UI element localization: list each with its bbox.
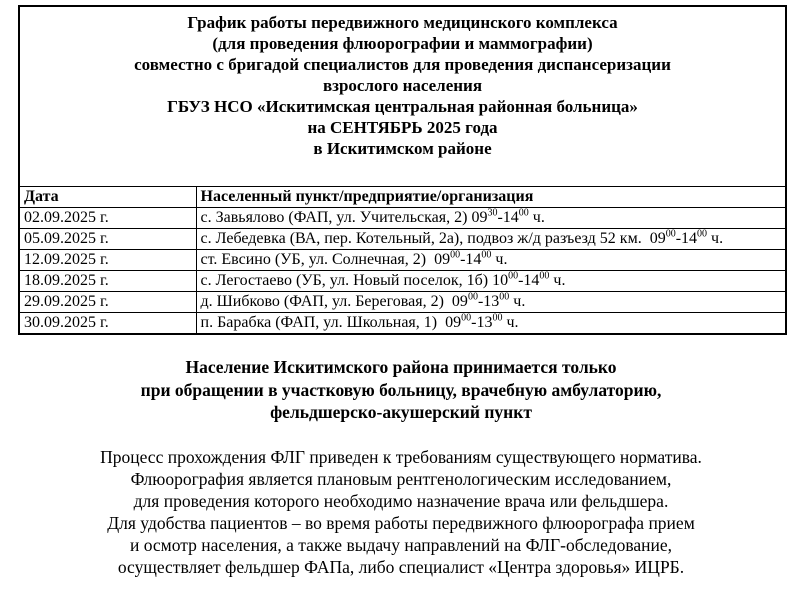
- notice-paragraph: [0, 356, 802, 424]
- date-cell: 30.09.2025 г.: [19, 313, 196, 335]
- time-superscript: 00: [508, 270, 519, 282]
- location-text: -14: [497, 209, 519, 226]
- location-cell: [196, 313, 786, 335]
- schedule-row: [19, 250, 786, 271]
- text-line: Население Искитимского района принимается только: [185, 357, 617, 377]
- location-text: ч.: [491, 251, 508, 268]
- location-cell: [196, 292, 786, 313]
- date-cell: 12.09.2025 г.: [19, 250, 196, 271]
- location-text: ч.: [502, 314, 519, 331]
- time-superscript: 30: [487, 207, 498, 219]
- location-cell: [196, 208, 786, 229]
- time-superscript: 00: [492, 312, 503, 324]
- location-text: с. Легостаево (УБ, ул. Новый поселок, 1б) 10: [200, 272, 509, 289]
- location-text: ч.: [509, 293, 526, 310]
- text-line: при обращении в участковую больницу, врачебную амбулаторию,: [140, 379, 662, 400]
- schedule-table: [18, 5, 787, 335]
- location-text: -14: [675, 230, 698, 247]
- text-line: и осмотр населения, а также выдачу направлений на ФЛГ-обследование,: [129, 535, 672, 555]
- location-text: ч.: [528, 209, 545, 226]
- text-line: Флюорография является плановым рентгенологическим исследованием,: [130, 469, 672, 489]
- schedule-row: [19, 313, 786, 335]
- text-line: в Искитимском районе: [313, 139, 492, 158]
- document-title: [19, 6, 786, 187]
- location-text: ч.: [707, 230, 724, 247]
- time-superscript: 00: [697, 228, 708, 240]
- title-row: [19, 6, 786, 187]
- date-cell: 05.09.2025 г.: [19, 229, 196, 250]
- location-cell: [196, 229, 786, 250]
- date-cell: 29.09.2025 г.: [19, 292, 196, 313]
- location-text: ст. Евсино (УБ, ул. Солнечная, 2) 09: [200, 251, 451, 268]
- header-cell-date: Дата: [19, 187, 196, 208]
- time-superscript: 00: [539, 270, 550, 282]
- time-superscript: 00: [481, 249, 492, 261]
- schedule-rows: [19, 208, 786, 335]
- schedule-row: [19, 229, 786, 250]
- location-text: -14: [460, 251, 482, 268]
- time-superscript: 00: [461, 312, 472, 324]
- time-superscript: 00: [665, 228, 676, 240]
- schedule-row: [19, 208, 786, 229]
- location-cell: [196, 250, 786, 271]
- text-line: фельдшерско-акушерский пункт: [270, 402, 532, 422]
- text-line: совместно с бригадой специалистов для проведения диспансеризации: [134, 55, 671, 74]
- date-cell: 02.09.2025 г.: [19, 208, 196, 229]
- info-paragraph: [0, 446, 802, 578]
- location-text: ч.: [549, 272, 566, 289]
- location-text: с. Лебедевка (ВА, пер. Котельный, 2а), подвоз ж/д разъезд 52 км. 09: [200, 230, 666, 247]
- text-line: (для проведения флюорографии и маммографии): [212, 34, 593, 53]
- text-line: осуществляет фельдшер ФАПа, либо специалист «Центра здоровья» ИЦРБ.: [117, 557, 685, 577]
- time-superscript: 00: [499, 291, 510, 303]
- text-line: для проведения которого необходимо назначение врача или фельдшера.: [133, 491, 669, 511]
- text-line: на СЕНТЯБРЬ 2025 года: [307, 118, 498, 137]
- schedule-row: [19, 292, 786, 313]
- text-line: взрослого населения: [322, 76, 483, 95]
- text-line: График работы передвижного медицинского комплекса: [187, 13, 618, 32]
- date-cell: 18.09.2025 г.: [19, 271, 196, 292]
- location-text: с. Завьялово (ФАП, ул. Учительская, 2) 09: [200, 209, 488, 226]
- text-line: ГБУЗ НСО «Искитимская центральная районная больница»: [167, 97, 638, 116]
- schedule-row: [19, 271, 786, 292]
- location-text: п. Барабка (ФАП, ул. Школьная, 1) 09: [200, 314, 462, 331]
- time-superscript: 00: [467, 291, 478, 303]
- location-text: -14: [518, 272, 540, 289]
- time-superscript: 00: [518, 207, 529, 219]
- text-line: Для удобства пациентов – во время работы передвижного флюорографа прием: [107, 513, 695, 533]
- location-cell: [196, 271, 786, 292]
- text-line: Процесс прохождения ФЛГ приведен к требованиям существующего норматива.: [100, 447, 702, 467]
- table-header-row: [19, 187, 786, 208]
- location-text: -13: [471, 314, 493, 331]
- time-superscript: 00: [450, 249, 461, 261]
- header-cell-location: Населенный пункт/предприятие/организация: [196, 187, 786, 208]
- location-text: -13: [477, 293, 500, 310]
- location-text: д. Шибково (ФАП, ул. Береговая, 2) 09: [200, 293, 468, 310]
